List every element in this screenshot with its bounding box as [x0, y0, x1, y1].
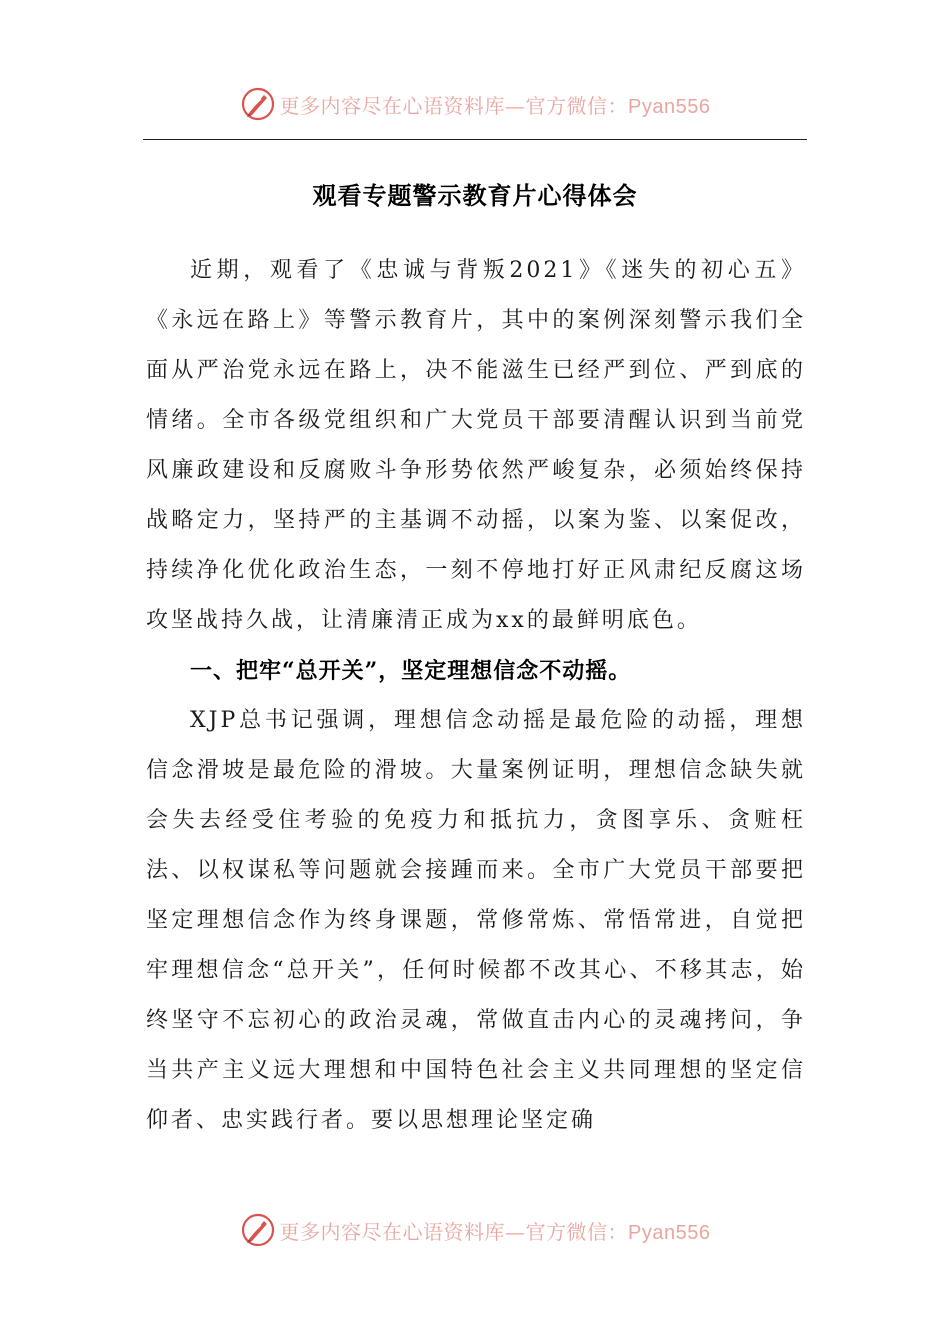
quill-pen-logo-icon [240, 1212, 276, 1248]
header-divider [143, 139, 807, 140]
watermark-text: 更多内容尽在心语资料库—官方微信：Pyan556 [279, 1219, 711, 1244]
document-title: 观看专题警示教育片心得体会 [312, 181, 638, 210]
section-heading-1: 一、把牢“总开关”，坚定理想信念不动摇。 [190, 658, 632, 684]
header-watermark [0, 82, 950, 126]
paragraph-section-1: XJP总书记强调，理想信念动摇是最危险的动摇，理想信念滑坡是最危险的滑坡。大量案例证明，理想信念缺失就会失去经受住考验的免疫力和抵抗力，贪图享乐、贪赃枉法、以权谋私等问题就会接踵而来。全市广大党员干部要把坚定理想信念作为终身课题，常修常炼、常悟常进，自觉把牢理想信念“总开关”，任何时候都不改其心、不移其志，始终坚守不忘初心的政治灵魂，常做直击内心的灵魂拷问，争当共产主义远大理想和中国特色社会主义共同理想的坚定信仰者、忠实践行者。要以思想理论坚定确 [146, 708, 806, 1133]
paragraph-intro: 近期，观看了《忠诚与背叛2021》《迷失的初心五》《永远在路上》等警示教育片，其中的案例深刻警示我们全面从严治党永远在路上，决不能滋生已经严到位、严到底的情绪。全市各级党组织和广大党员干部要清醒认识到当前党风廉政建设和反腐败斗争形势依然严峻复杂，必须始终保持战略定力，坚持严的主基调不动摇，以案为鉴、以案促改，持续净化优化政治生态，一刻不停地打好正风肃纪反腐这场攻坚战持久战，让清廉清正成为xx的最鲜明底色。 [146, 258, 806, 633]
quill-pen-logo-icon [240, 86, 276, 122]
watermark-text: 更多内容尽在心语资料库—官方微信：Pyan556 [279, 93, 711, 118]
footer-watermark [0, 1208, 950, 1252]
document-body [146, 246, 806, 1146]
